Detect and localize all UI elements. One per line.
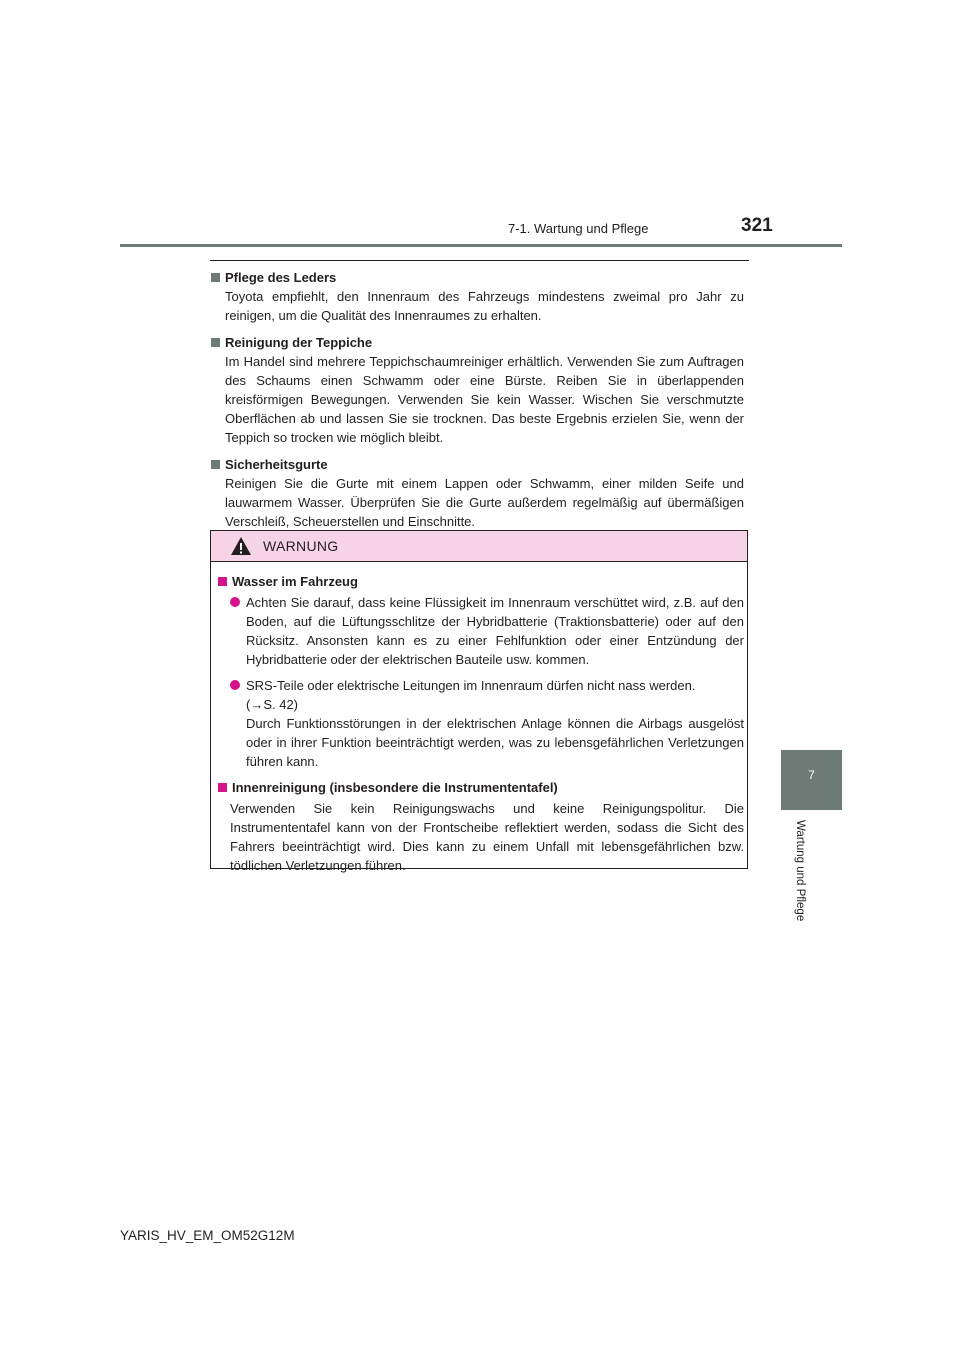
warning-triangle-icon — [230, 536, 252, 556]
chapter-number: 7 — [808, 768, 815, 782]
warning-heading: Innenreinigung (insbesondere die Instrumententafel) — [218, 778, 744, 797]
page-reference-link[interactable]: (→S. 42) — [246, 697, 299, 712]
main-content — [211, 268, 744, 539]
header-rule — [120, 244, 842, 247]
section-divider — [210, 260, 749, 261]
section-heading: Reinigung der Teppiche — [211, 333, 744, 352]
square-bullet-icon — [218, 783, 227, 792]
warning-header — [211, 531, 747, 562]
square-bullet-icon — [211, 273, 220, 282]
document-code: YARIS_HV_EM_OM52G12M — [120, 1228, 295, 1243]
warning-item — [230, 676, 744, 771]
warning-title: WARNUNG — [263, 538, 339, 554]
chapter-header: 7-1. Wartung und Pflege — [508, 221, 649, 236]
square-bullet-icon — [211, 460, 220, 469]
round-bullet-icon — [230, 680, 240, 690]
warning-content — [218, 572, 744, 875]
square-bullet-icon — [211, 338, 220, 347]
warning-heading: Wasser im Fahrzeug — [218, 572, 744, 591]
warning-box — [210, 530, 748, 873]
round-bullet-icon — [230, 597, 240, 607]
warning-body: Verwenden Sie kein Reinigungswachs und keine Reinigungspolitur. Die Instrumententafel kann von der Frontscheibe reflektiert werden, sodass die Sicht des Fahrers beeinträchtigt wird. Dies kann zu einem Unfall mit lebensgefährlichen bzw. tödlichen Verletzungen führen. — [230, 801, 744, 873]
warning-item-text: SRS-Teile oder elektrische Leitungen im Innenraum dürfen nicht nass werden. (→S. 42) Durch Funktionsstörungen in der elektrischen Anlage können die Airbags ausgelöst oder in ihrer Funktion beeinträchtigt werden, was zu lebensgefährlichen Verletzungen führen kann. — [246, 678, 744, 769]
square-bullet-icon — [218, 577, 227, 586]
section-body: Reinigen Sie die Gurte mit einem Lappen oder Schwamm, einer milden Seife und lauwarmem Wasser. Überprüfen Sie die Gurte außerdem regelmäßig auf übermäßigen Verschleiß, Scheuerstellen und Einschnitte. — [225, 476, 744, 529]
section-heading: Sicherheitsgurte — [211, 455, 744, 474]
section-heading: Pflege des Leders — [211, 268, 744, 287]
section-body: Im Handel sind mehrere Teppichschaumreiniger erhältlich. Verwenden Sie zum Auftragen des Schaums einen Schwamm oder eine Bürste. Reiben Sie in überlappenden kreisförmigen Bewegungen. Verwenden Sie kein Wasser. Wischen Sie verschmutzte Oberflächen ab und lassen Sie sie trocknen. Das beste Ergebnis erzielen Sie, wenn der Teppich so trocken wie möglich bleibt. — [225, 354, 744, 445]
page-number: 321 — [741, 215, 773, 236]
chapter-side-tab — [781, 750, 842, 810]
section-body: Toyota empfiehlt, den Innenraum des Fahrzeugs mindestens zweimal pro Jahr zu reinigen, um die Qualität des Innenraumes zu erhalten. — [225, 289, 744, 323]
warning-item-text: Achten Sie darauf, dass keine Flüssigkeit im Innenraum verschüttet wird, z.B. auf den Boden, auf die Lüftungsschlitze der Hybridbatterie (Traktionsbatterie) oder auf den Rücksitz. Ansonsten kann es zu einer Fehlfunktion oder einer Entzündung der Hybridbatterie oder der elektrischen Bauteile usw. kommen. — [246, 595, 744, 667]
chapter-side-title: Wartung und Pflege — [794, 820, 806, 922]
warning-item — [230, 593, 744, 669]
